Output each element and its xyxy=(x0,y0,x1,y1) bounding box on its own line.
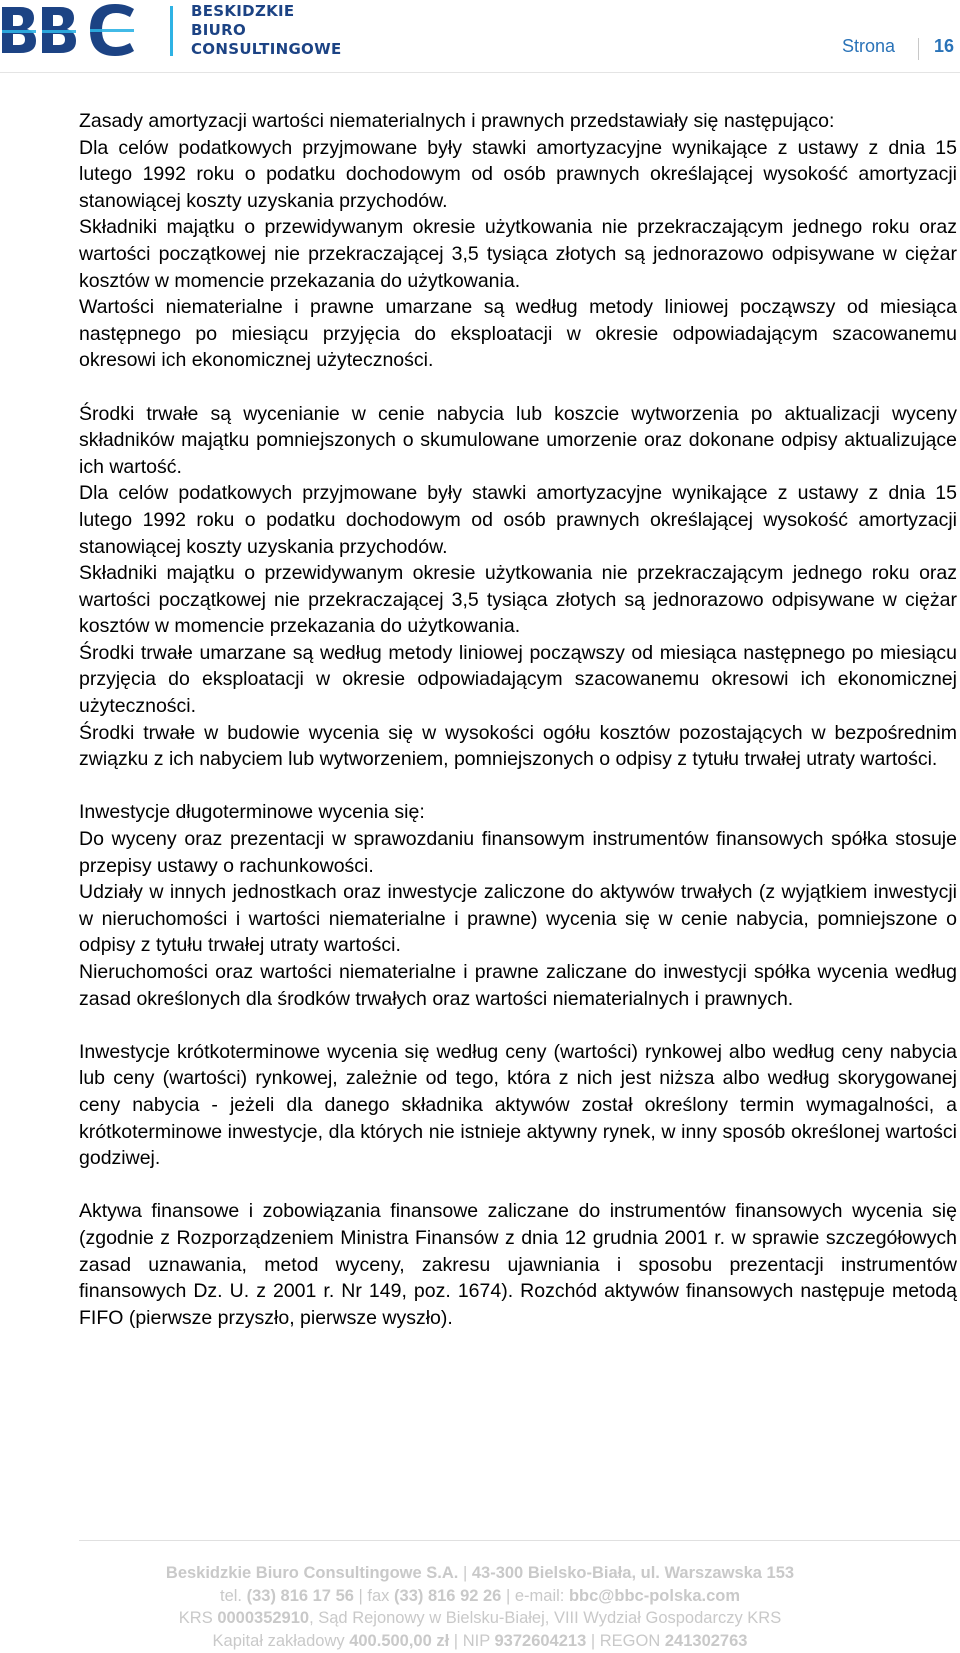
paragraph: Aktywa finansowe i zobowiązania finansowe zaliczane do instrumentów finansowych wycenia się (zgodnie z Rozporządzeniem Ministra Finansów z dnia 12 grudnia 2001 r. w sprawie szczegółowych zasad uznawania, metod wyceny, zakresu ujawniania i sposobu prezentacji instrumentów finansowych Dz. U. z 2001 r. Nr 149, poz. 1674). Rozchód aktywów finansowych następuje metodą FIFO (pierwsze przyszło, pierwsze wyszło). xyxy=(79,1200,957,1329)
paragraph: Składniki majątku o przewidywanym okresie użytkowania nie przekraczającym jednego roku oraz wartości początkowej nie przekraczającej 3,5 tysiąca złotych są jednorazowo odpisywane w ciężar kosztów w momencie przekazania do użytkowania. xyxy=(79,216,957,292)
page-number-divider xyxy=(918,38,919,60)
tel-number: (33) 816 17 56 xyxy=(246,1586,354,1605)
footer-company-name: Beskidzkie Biuro Consultingowe S.A. xyxy=(165,1564,459,1582)
capital-value: 400.500,00 zł xyxy=(349,1631,450,1650)
paragraph: Udziały w innych jednostkach oraz inwestycje zaliczone do aktywów trwałych (z wyjątkiem inwestycji w nieruchomości i wartości niematerialne i prawne) wycenia się w cenie nabycia, pomniejszone o odpisy z tytułu trwałej utraty wartości. xyxy=(79,881,957,957)
email-address: bbc@bbc-polska.com xyxy=(568,1586,741,1605)
footer-line: KRS 0000352910, Sąd Rejonowy w Bielsku-Białej, VIII Wydział Gospodarczy KRS xyxy=(178,1609,782,1627)
paragraph: Środki trwałe umarzane są według metody liniowej począwszy od miesiąca następnego po miesiącu przyjęcia do eksploatacji w okresie odpowiadającym szacowanemu okresowi ich ekonomicznej użyteczności. xyxy=(79,641,957,718)
header-divider xyxy=(0,72,960,73)
page-number: 16 xyxy=(934,36,955,56)
paragraph: Środki trwałe w budowie wycenia się w wysokości ogółu kosztów pozostających w bezpośrednim związku z ich nabyciem lub wytworzeniem, pomniejszonych o odpisy z tytułu trwałej utraty wartości. xyxy=(79,721,957,771)
paragraph: Nieruchomości oraz wartości niematerialne i prawne zaliczane do inwestycji spółka wycenia według zasad określonych dla środków trwałych oraz wartości niematerialnych i prawnych. xyxy=(79,961,957,1010)
paragraph: Inwestycje krótkoterminowe wycenia się według ceny (wartości) rynkowej albo według ceny nabycia lub ceny (wartości) rynkowej, zależnie od tego, która z nich jest niższa albo według skorygowanej ceny nabycia - jeżeli dla danego składnika aktywów został określony termin wymagalności, a krótkoterminowe inwestycje, dla których nie istnieje aktywny rynek, w inny sposób określonej wartości godziwej. xyxy=(79,1040,957,1170)
tel-label: tel. xyxy=(219,1586,242,1605)
paragraph-spacer xyxy=(79,773,957,800)
paragraph: Dla celów podatkowych przyjmowane były stawki amortyzacyjne wynikające z ustawy z dnia 15 lutego 1992 roku o podatku dochodowym od osób prawnych określającej wysokość amortyzacji stanowiącej koszty uzyskania przychodów. xyxy=(79,136,957,212)
regon-number: 241302763 xyxy=(664,1631,748,1650)
email-label: e-mail: xyxy=(514,1586,565,1605)
court-info: Sąd Rejonowy w Bielsku-Białej, VIII Wydział Gospodarczy KRS xyxy=(318,1609,782,1627)
regon-label: REGON xyxy=(599,1631,661,1650)
paragraph: Zasady amortyzacji wartości niematerialnych i prawnych przedstawiały się następująco: xyxy=(79,110,835,132)
bbc-logo-mark xyxy=(2,3,154,57)
footer-address: 43-300 Bielsko-Biała, ul. Warszawska 153 xyxy=(471,1564,795,1582)
footer-line xyxy=(0,1630,960,1653)
footer-line xyxy=(0,1562,960,1585)
paragraph-spacer xyxy=(79,1012,957,1039)
paragraph: Do wyceny oraz prezentacji w sprawozdaniu finansowym instrumentów finansowych spółka stosuje przepisy ustawy o rachunkowości. xyxy=(79,828,957,877)
footer-separator: | xyxy=(505,1586,511,1605)
page-header xyxy=(0,0,960,74)
logo-line: BESKIDZKIE xyxy=(191,2,295,20)
footer-separator: | xyxy=(358,1586,363,1605)
page-label: Strona xyxy=(842,36,896,56)
footer-divider xyxy=(79,1540,960,1541)
krs-number: 0000352910 xyxy=(217,1609,310,1627)
nip-number: 9372604213 xyxy=(494,1631,587,1650)
document-body xyxy=(79,108,957,1331)
section-heading: Inwestycje długoterminowe wycenia się: xyxy=(79,801,425,824)
fax-label: fax xyxy=(367,1586,390,1605)
footer-line xyxy=(0,1585,960,1608)
paragraph-spacer xyxy=(79,1172,957,1199)
footer-separator: | xyxy=(462,1564,468,1582)
nip-label: NIP xyxy=(462,1631,490,1650)
logo-divider xyxy=(170,6,173,56)
paragraph: Wartości niematerialne i prawne umarzane są według metody liniowej począwszy od miesiąca następnego po miesiącu przyjęcia do eksploatacji w okresie odpowiadającym szacowanemu okresowi ich ekonomicznej użyteczności. xyxy=(79,296,957,372)
page-footer xyxy=(0,1540,960,1653)
capital-label: Kapitał zakładowy xyxy=(212,1631,345,1650)
footer-separator: | xyxy=(453,1631,459,1650)
krs-label: KRS xyxy=(178,1609,213,1627)
paragraph: Środki trwałe są wycenianie w cenie nabycia lub koszcie wytworzenia po aktualizacji wyceny składników majątku pomniejszonych o skumulowane umorzenie oraz dokonane odpisy aktualizujące ich wartość. xyxy=(79,402,957,478)
paragraph: Składniki majątku o przewidywanym okresie użytkowania nie przekraczającym jednego roku oraz wartości początkowej nie przekraczającej 3,5 tysiąca złotych są jednorazowo odpisywane w ciężar kosztów w momencie przekazania do użytkowania. xyxy=(79,562,957,638)
logo-line: BIURO xyxy=(191,21,246,39)
fax-number: (33) 816 92 26 xyxy=(394,1586,502,1605)
footer-company-info xyxy=(0,1562,960,1652)
paragraph: Dla celów podatkowych przyjmowane były stawki amortyzacyjne wynikające z ustawy z dnia 15 lutego 1992 roku o podatku dochodowym od osób prawnych określającej wysokość amortyzacji stanowiącej koszty uzyskania przychodów. xyxy=(79,482,957,558)
paragraph-spacer xyxy=(79,374,957,401)
footer-separator: | xyxy=(590,1631,596,1650)
logo-wordmark xyxy=(191,2,342,59)
logo-line: CONSULTINGOWE xyxy=(191,40,342,58)
